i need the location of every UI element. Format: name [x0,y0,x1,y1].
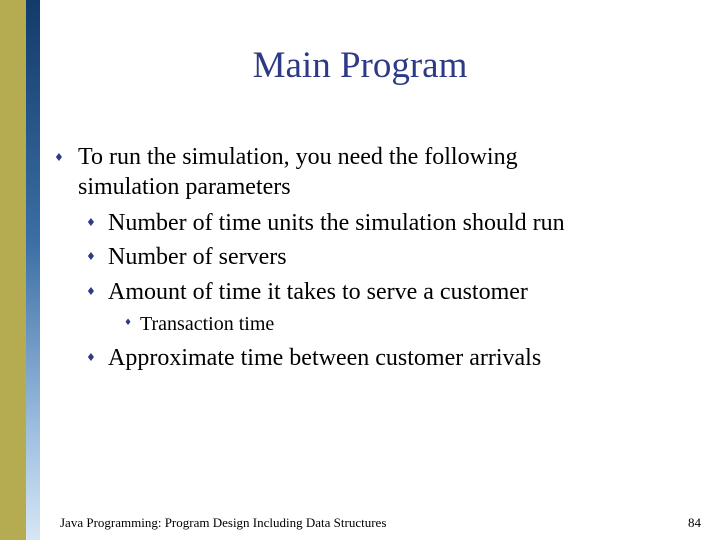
bullet-text-line-2: simulation parameters [78,174,291,200]
bullet-icon: ♦ [86,351,96,364]
sub-bullet-servers [86,244,287,270]
sub-sub-bullet-transaction-time [124,313,275,335]
bullet-main [54,144,518,200]
bullet-icon: ♦ [124,318,133,328]
sub-bullet-text: Amount of time it takes to serve a customer [108,279,528,305]
sub-bullet-arrivals [86,345,542,371]
slide-title: Main Program [252,45,468,86]
sub-bullet-text: Number of servers [108,244,287,270]
sub-bullet-text: Approximate time between customer arrivals [108,345,542,371]
sub-bullet-serve-time [86,279,528,305]
page-number: 84 [688,515,701,530]
footer-text: Java Programming: Program Design Including Data Structures [60,515,387,530]
sub-bullet-time-units [86,210,565,236]
bullet-icon: ♦ [86,216,96,229]
bullet-text-line-1: To run the simulation, you need the following [78,144,518,170]
bullet-icon: ♦ [54,151,64,164]
sub-sub-bullet-text: Transaction time [140,313,275,335]
bullet-icon: ♦ [86,250,96,263]
sub-bullet-text: Number of time units the simulation should run [108,210,565,236]
bullet-icon: ♦ [86,285,96,298]
